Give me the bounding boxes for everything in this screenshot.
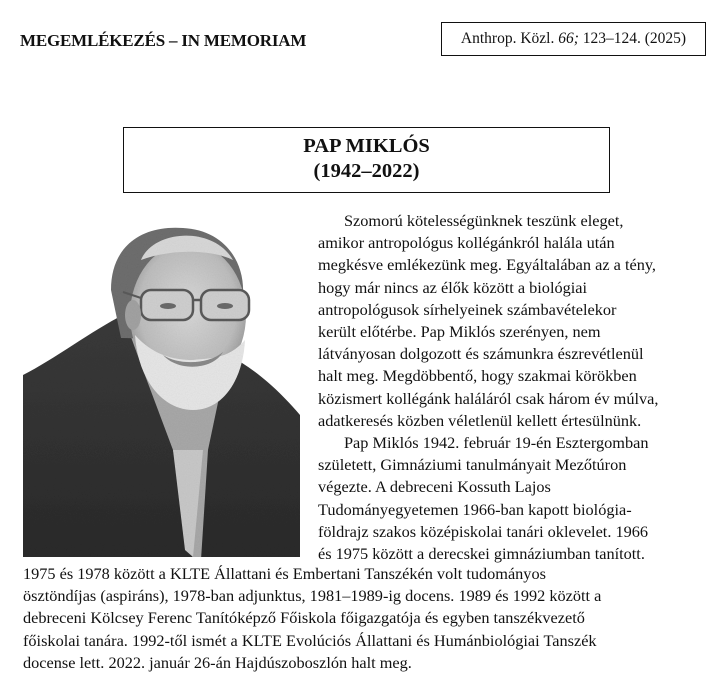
citation-pages: 123–124. xyxy=(582,30,641,47)
body-line: és 1975 között a derecskei gimnáziumban tanított. xyxy=(318,544,645,564)
body-line: ösztöndíjas (aspiráns), 1978-ban adjunktus, 1981–1989-ig docens. 1989 és 1992 között a xyxy=(23,586,602,606)
body-line: főiskolai tanára. 1992-től ismét a KLTE Evolúciós Állattani és Humánbiológiai Tanszék xyxy=(23,630,597,650)
body-line: Tudományegyetemen 1966-ban kapott biológia- xyxy=(318,499,632,519)
body-line: halt meg. Megdöbbentő, hogy szakmai körökben xyxy=(318,366,637,386)
article-body-full-width xyxy=(23,563,708,674)
body-line: közismert kollégánk haláláról csak három év múlva, xyxy=(318,388,659,408)
body-line: 1975 és 1978 között a KLTE Állattani és Embertani Tanszékén volt tudományos xyxy=(23,564,546,583)
citation-volume: 66; xyxy=(558,30,579,47)
person-name: PAP MIKLÓS xyxy=(303,135,430,157)
body-line: megkésve emlékezünk meg. Egyáltalában az a tény, xyxy=(318,255,656,275)
body-line: debreceni Kölcsey Ferenc Tanítóképző Főiskola főigazgatója és egyben tanszékvezető xyxy=(23,608,585,628)
body-line: antropológusok sírhelyeinek számbavételekor xyxy=(318,299,617,319)
body-line: született, Gimnáziumi tanulmányait Mezőtúron xyxy=(318,455,627,475)
body-line: végezte. A debreceni Kossuth Lajos xyxy=(318,477,551,497)
body-line: adatkeresés közben véletlenül kellett értesülnünk. xyxy=(318,410,642,430)
body-line: földrajz szakos középiskolai tanári oklevelet. 1966 xyxy=(318,521,649,541)
citation-year: (2025) xyxy=(644,30,687,47)
citation-journal: Anthrop. Közl. xyxy=(460,30,555,47)
citation-box xyxy=(441,22,706,56)
article-intro-column xyxy=(318,210,708,565)
portrait-photo xyxy=(23,220,300,557)
section-label: MEGEMLÉKEZÉS – IN MEMORIAM xyxy=(20,31,307,50)
body-line: hogy már nincs az élők között a biológiai xyxy=(318,277,588,297)
body-line: került előtérbe. Pap Miklós szerényen, nem xyxy=(318,322,601,342)
title-box xyxy=(123,127,610,193)
life-years: (1942–2022) xyxy=(313,160,420,182)
portrait-image xyxy=(23,220,300,557)
body-line: látványosan dolgozott és számunkra észrevétlenül xyxy=(318,344,644,364)
body-line: Szomorú kötelességünknek teszünk eleget, xyxy=(344,211,624,230)
body-line: Pap Miklós 1942. február 19-én Esztergomban xyxy=(344,433,649,453)
body-line: amikor antropológus kollégánkról halála után xyxy=(318,233,615,253)
body-line: docense lett. 2022. január 26-án Hajdúszoboszlón halt meg. xyxy=(23,652,412,672)
